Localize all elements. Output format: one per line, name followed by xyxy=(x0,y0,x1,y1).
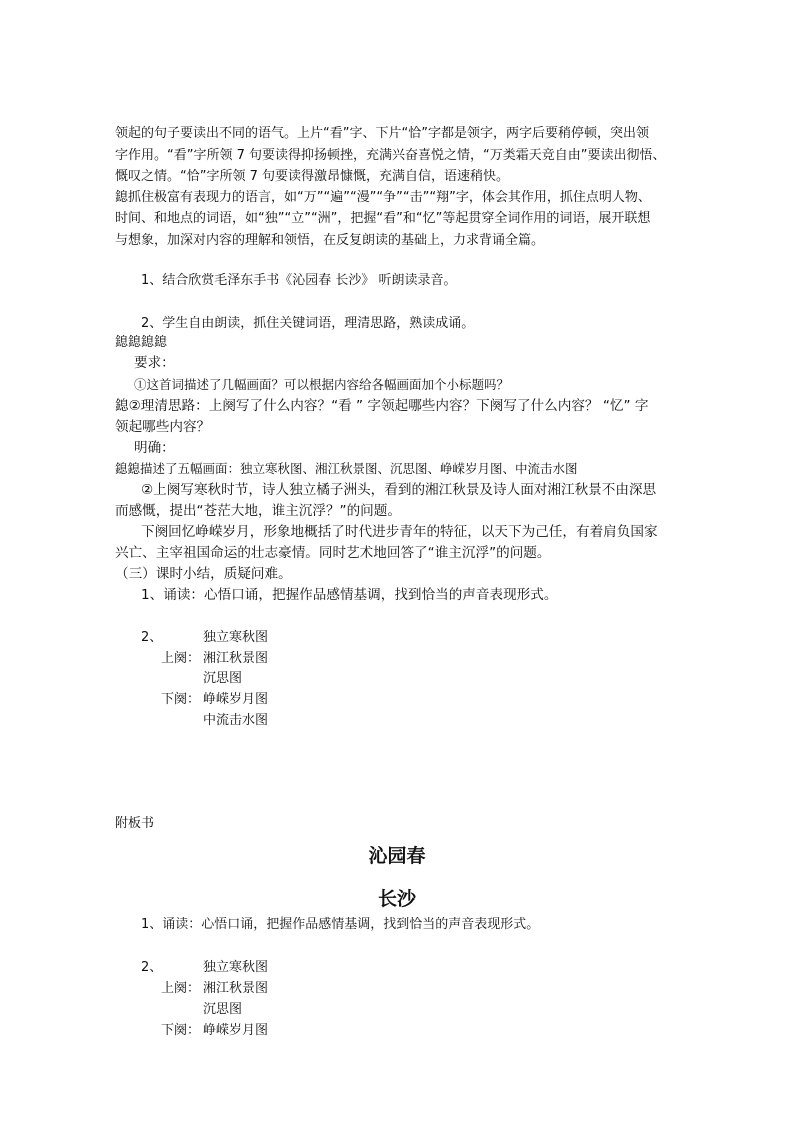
outline1-item: 独立寒秋图 xyxy=(203,630,269,645)
question-1: ①这首词描述了几幅画面？可以根据内容给各幅画面加个小标题吗？ xyxy=(134,377,510,392)
outline2-number: 2、 xyxy=(141,960,163,975)
section-heading: （三）课时小结，质疑问难。 xyxy=(115,566,292,582)
question-2-line1: 鎴②理清思路：上阕写了什么内容？“看 ” 字领起哪些内容？下阕写了什么内容？ “忆” 字 xyxy=(115,398,649,414)
clarify-label: 明确： xyxy=(134,440,175,456)
para2-line1: 鎴抓住极富有表现力的语言，如“万”“遍”“漫”“争”“击”“翔”字，体会其作用，抓住点明人物、 xyxy=(115,190,651,205)
para1-line2: 字作用。“看”字所领 7 句要读得抑扬顿挫，充满兴奋喜悦之情，“万类霜天竞自由”要读出彻悟、 xyxy=(115,148,666,163)
outline2-item: 沉思图 xyxy=(203,1002,243,1017)
answer-2-line1: ②上阕写寒秋时节，诗人独立橘子洲头，看到的湘江秋景及诗人面对湘江秋景不由深思 xyxy=(141,482,657,498)
outline1-number: 2、 xyxy=(141,630,163,645)
answer-3-line1: 下阕回忆峥嵘岁月，形象地概括了时代进步青年的特征，以天下为己任，有着肩负国家 xyxy=(141,524,658,540)
board-step-1: 1、诵读：心悟口诵，把握作品感情基调，找到恰当的声音表现形式。 xyxy=(141,917,540,932)
outline2-item: 峥嵘岁月图 xyxy=(203,1023,269,1038)
garbled-chars: 鎴鎴鎴鎴 xyxy=(115,335,168,350)
requirement-label: 要求： xyxy=(134,355,175,371)
para2-line3: 与想象，加深对内容的理解和领悟，在反复朗读的基础上，力求背诵全篇。 xyxy=(115,233,545,248)
para1-line3: 慨叹之情。“恰”字所领 7 句要读得激昂慷慨，充满自信，语速稍快。 xyxy=(115,169,510,184)
outline1-item: 峥嵘岁月图 xyxy=(203,692,269,707)
outline1-upper-label: 上阕： xyxy=(161,651,201,666)
outline1-item: 中流击水图 xyxy=(203,713,269,728)
para1-line1: 领起的句子要读出不同的语气。上片“看”字、下片“恰”字都是领字，两字后要稍停顿，突出领 xyxy=(115,126,649,141)
outline1-lower-label: 下阕： xyxy=(161,692,201,707)
step2: 2、学生自由朗读，抓住关键词语，理清思路，熟读成诵。 xyxy=(141,316,475,331)
outline2-item: 湘江秋景图 xyxy=(203,981,269,996)
board-label: 附板书 xyxy=(115,816,155,831)
board-title: 沁园春 xyxy=(368,845,426,867)
outline1-item: 沉思图 xyxy=(203,671,243,686)
outline2-upper-label: 上阕： xyxy=(161,981,201,996)
answer-1: 鎴鎴描述了五幅画面：独立寒秋图、湘江秋景图、沉思图、峥嵘岁月图、中流击水图 xyxy=(115,461,578,476)
para2-line2: 时间、和地点的词语，如“独”“立”“洲”，把握“看”和“忆”等起贯穿全词作用的词语，展开联想 xyxy=(115,211,651,226)
outline2-lower-label: 下阕： xyxy=(161,1023,201,1038)
answer-2-line2: 而感慨，提出“苍茫大地，谁主沉浮？”的问题。 xyxy=(115,503,401,519)
board-subtitle: 长沙 xyxy=(377,888,416,910)
outline1-item: 湘江秋景图 xyxy=(203,651,269,666)
summary-1: 1、诵读：心悟口诵，把握作品感情基调，找到恰当的声音表现形式。 xyxy=(141,587,558,603)
outline2-item: 独立寒秋图 xyxy=(203,960,269,975)
question-2-line2: 领起哪些内容？ xyxy=(115,419,211,435)
answer-3-line2: 兴亡、主宰祖国命运的壮志豪情。同时艺术地回答了“谁主沉浮”的问题。 xyxy=(115,545,551,561)
step1: 1、结合欣赏毛泽东手书《沁园春 长沙》 听朗读录音。 xyxy=(141,273,457,288)
